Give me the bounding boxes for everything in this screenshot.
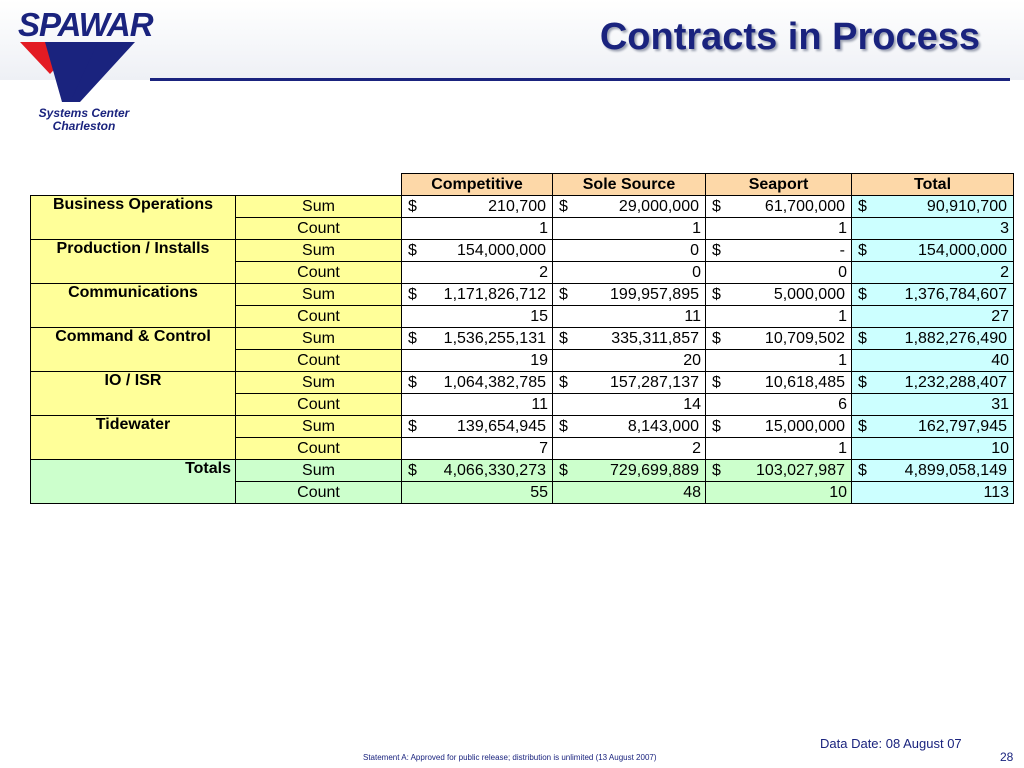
currency-symbol: $	[559, 417, 568, 435]
sum-cell-total	[852, 416, 1014, 438]
sum-amount: 4,899,058,149	[904, 461, 1007, 479]
count-cell-competitive: 11	[402, 394, 553, 416]
measure-label-sum: Sum	[236, 196, 402, 218]
sum-cell-competitive	[402, 328, 553, 350]
sum-cell-seaport	[706, 284, 852, 306]
count-cell-total: 27	[852, 306, 1014, 328]
measure-label-count: Count	[236, 350, 402, 372]
logo-subtitle-line1: Systems Center	[38, 106, 130, 120]
currency-symbol: $	[408, 241, 417, 259]
sum-cell-seaport	[706, 196, 852, 218]
currency-symbol: $	[559, 197, 568, 215]
sum-amount: 1,882,276,490	[904, 329, 1007, 347]
count-cell-total: 31	[852, 394, 1014, 416]
group-label: Business Operations	[31, 196, 236, 240]
table-row-sum	[31, 328, 1014, 350]
currency-symbol: $	[858, 197, 867, 215]
currency-symbol: $	[712, 461, 721, 479]
sum-cell-competitive	[402, 284, 553, 306]
sum-amount: -	[839, 241, 845, 259]
currency-symbol: $	[408, 461, 417, 479]
sum-cell-sole-source	[553, 416, 706, 438]
sum-cell-sole-source	[553, 240, 706, 262]
spawar-logo	[10, 6, 165, 138]
count-cell-sole-source: 0	[553, 262, 706, 284]
column-header-sole-source: Sole Source	[553, 174, 706, 196]
measure-label-count: Count	[236, 262, 402, 284]
sum-cell-total	[852, 240, 1014, 262]
sum-amount: 10,709,502	[764, 329, 845, 347]
table-row-sum	[31, 240, 1014, 262]
blank-cell	[236, 174, 402, 196]
logo-subtitle-line2: Charleston	[52, 119, 116, 133]
sum-cell-sole-source	[553, 196, 706, 218]
sum-amount: 154,000,000	[918, 241, 1007, 259]
measure-label-sum: Sum	[236, 460, 402, 482]
measure-label-sum: Sum	[236, 372, 402, 394]
sum-cell-seaport	[706, 460, 852, 482]
sum-amount: 139,654,945	[457, 417, 546, 435]
data-date: Data Date: 08 August 07	[820, 736, 962, 751]
sum-amount: 0	[690, 241, 699, 259]
count-cell-competitive: 55	[402, 482, 553, 504]
currency-symbol: $	[408, 285, 417, 303]
count-cell-competitive: 15	[402, 306, 553, 328]
table-row-sum	[31, 196, 1014, 218]
sum-amount: 61,700,000	[764, 197, 845, 215]
count-cell-sole-source: 2	[553, 438, 706, 460]
sum-cell-total	[852, 372, 1014, 394]
currency-symbol: $	[858, 373, 867, 391]
count-cell-seaport: 0	[706, 262, 852, 284]
currency-symbol: $	[559, 373, 568, 391]
sum-cell-competitive	[402, 196, 553, 218]
count-cell-competitive: 2	[402, 262, 553, 284]
page-number: 28	[1000, 750, 1014, 764]
group-label: Production / Installs	[31, 240, 236, 284]
currency-symbol: $	[858, 329, 867, 347]
column-header-seaport: Seaport	[706, 174, 852, 196]
currency-symbol: $	[858, 417, 867, 435]
sum-amount: 1,171,826,712	[443, 285, 546, 303]
currency-symbol: $	[408, 373, 417, 391]
measure-label-count: Count	[236, 218, 402, 240]
sum-amount: 5,000,000	[773, 285, 845, 303]
count-cell-competitive: 1	[402, 218, 553, 240]
group-label: Tidewater	[31, 416, 236, 460]
sum-amount: 729,699,889	[610, 461, 699, 479]
sum-amount: 335,311,857	[611, 329, 699, 347]
currency-symbol: $	[858, 285, 867, 303]
measure-label-count: Count	[236, 482, 402, 504]
sum-cell-sole-source	[553, 460, 706, 482]
measure-label-sum: Sum	[236, 240, 402, 262]
sum-amount: 1,376,784,607	[904, 285, 1007, 303]
count-cell-total: 3	[852, 218, 1014, 240]
sum-cell-seaport	[706, 416, 852, 438]
currency-symbol: $	[858, 461, 867, 479]
totals-sum-row	[31, 460, 1014, 482]
count-cell-competitive: 19	[402, 350, 553, 372]
measure-label-count: Count	[236, 438, 402, 460]
release-statement: Statement A: Approved for public release; distribution is unlimited (13 August 2007)	[363, 753, 657, 762]
group-label: IO / ISR	[31, 372, 236, 416]
currency-symbol: $	[408, 417, 417, 435]
group-label: Communications	[31, 284, 236, 328]
sum-cell-competitive	[402, 416, 553, 438]
sum-cell-seaport	[706, 372, 852, 394]
sum-cell-total	[852, 460, 1014, 482]
count-cell-seaport: 1	[706, 438, 852, 460]
sum-amount: 1,536,255,131	[443, 329, 546, 347]
sum-cell-total	[852, 328, 1014, 350]
table-row-sum	[31, 416, 1014, 438]
blank-cell	[31, 174, 236, 196]
sum-amount: 103,027,987	[756, 461, 845, 479]
sum-amount: 8,143,000	[627, 417, 699, 435]
count-cell-seaport: 10	[706, 482, 852, 504]
currency-symbol: $	[712, 241, 721, 259]
measure-label-count: Count	[236, 306, 402, 328]
sum-cell-seaport	[706, 240, 852, 262]
sum-amount: 15,000,000	[764, 417, 845, 435]
column-header-total: Total	[852, 174, 1014, 196]
sum-cell-sole-source	[553, 284, 706, 306]
group-label: Command & Control	[31, 328, 236, 372]
count-cell-seaport: 1	[706, 218, 852, 240]
count-cell-competitive: 7	[402, 438, 553, 460]
sum-cell-seaport	[706, 328, 852, 350]
measure-label-count: Count	[236, 394, 402, 416]
measure-label-sum: Sum	[236, 416, 402, 438]
table-body	[31, 196, 1014, 504]
sum-amount: 10,618,485	[764, 373, 845, 391]
count-cell-total: 113	[852, 482, 1014, 504]
currency-symbol: $	[408, 329, 417, 347]
sum-amount: 162,797,945	[918, 417, 1007, 435]
sum-cell-total	[852, 284, 1014, 306]
sum-cell-competitive	[402, 372, 553, 394]
sum-cell-sole-source	[553, 328, 706, 350]
sum-amount: 1,064,382,785	[443, 373, 546, 391]
header-rule	[150, 78, 1010, 81]
count-cell-total: 2	[852, 262, 1014, 284]
currency-symbol: $	[712, 373, 721, 391]
sum-amount: 154,000,000	[457, 241, 546, 259]
currency-symbol: $	[559, 461, 568, 479]
contracts-table	[30, 173, 1014, 504]
currency-symbol: $	[408, 197, 417, 215]
sum-cell-sole-source	[553, 372, 706, 394]
totals-label: Totals	[31, 460, 236, 504]
sum-cell-competitive	[402, 240, 553, 262]
logo-wordmark: SPAWAR	[18, 6, 153, 43]
sum-amount: 210,700	[488, 197, 546, 215]
sum-cell-total	[852, 196, 1014, 218]
count-cell-sole-source: 14	[553, 394, 706, 416]
count-cell-total: 40	[852, 350, 1014, 372]
measure-label-sum: Sum	[236, 284, 402, 306]
count-cell-sole-source: 11	[553, 306, 706, 328]
column-header-competitive: Competitive	[402, 174, 553, 196]
table-row-sum	[31, 284, 1014, 306]
sum-amount: 90,910,700	[926, 197, 1007, 215]
count-cell-seaport: 1	[706, 350, 852, 372]
count-cell-seaport: 1	[706, 306, 852, 328]
sum-amount: 1,232,288,407	[904, 373, 1007, 391]
currency-symbol: $	[559, 285, 568, 303]
sum-amount: 157,287,137	[610, 373, 699, 391]
currency-symbol: $	[712, 285, 721, 303]
sum-amount: 29,000,000	[618, 197, 699, 215]
measure-label-sum: Sum	[236, 328, 402, 350]
count-cell-sole-source: 1	[553, 218, 706, 240]
currency-symbol: $	[712, 417, 721, 435]
count-cell-sole-source: 20	[553, 350, 706, 372]
currency-symbol: $	[712, 329, 721, 347]
table-header-row	[31, 174, 1014, 196]
count-cell-total: 10	[852, 438, 1014, 460]
currency-symbol: $	[858, 241, 867, 259]
count-cell-sole-source: 48	[553, 482, 706, 504]
sum-amount: 4,066,330,273	[443, 461, 546, 479]
page-title: Contracts in Process	[599, 16, 980, 58]
count-cell-seaport: 6	[706, 394, 852, 416]
table-row-sum	[31, 372, 1014, 394]
currency-symbol: $	[559, 329, 568, 347]
sum-amount: 199,957,895	[610, 285, 699, 303]
sum-cell-competitive	[402, 460, 553, 482]
currency-symbol: $	[712, 197, 721, 215]
